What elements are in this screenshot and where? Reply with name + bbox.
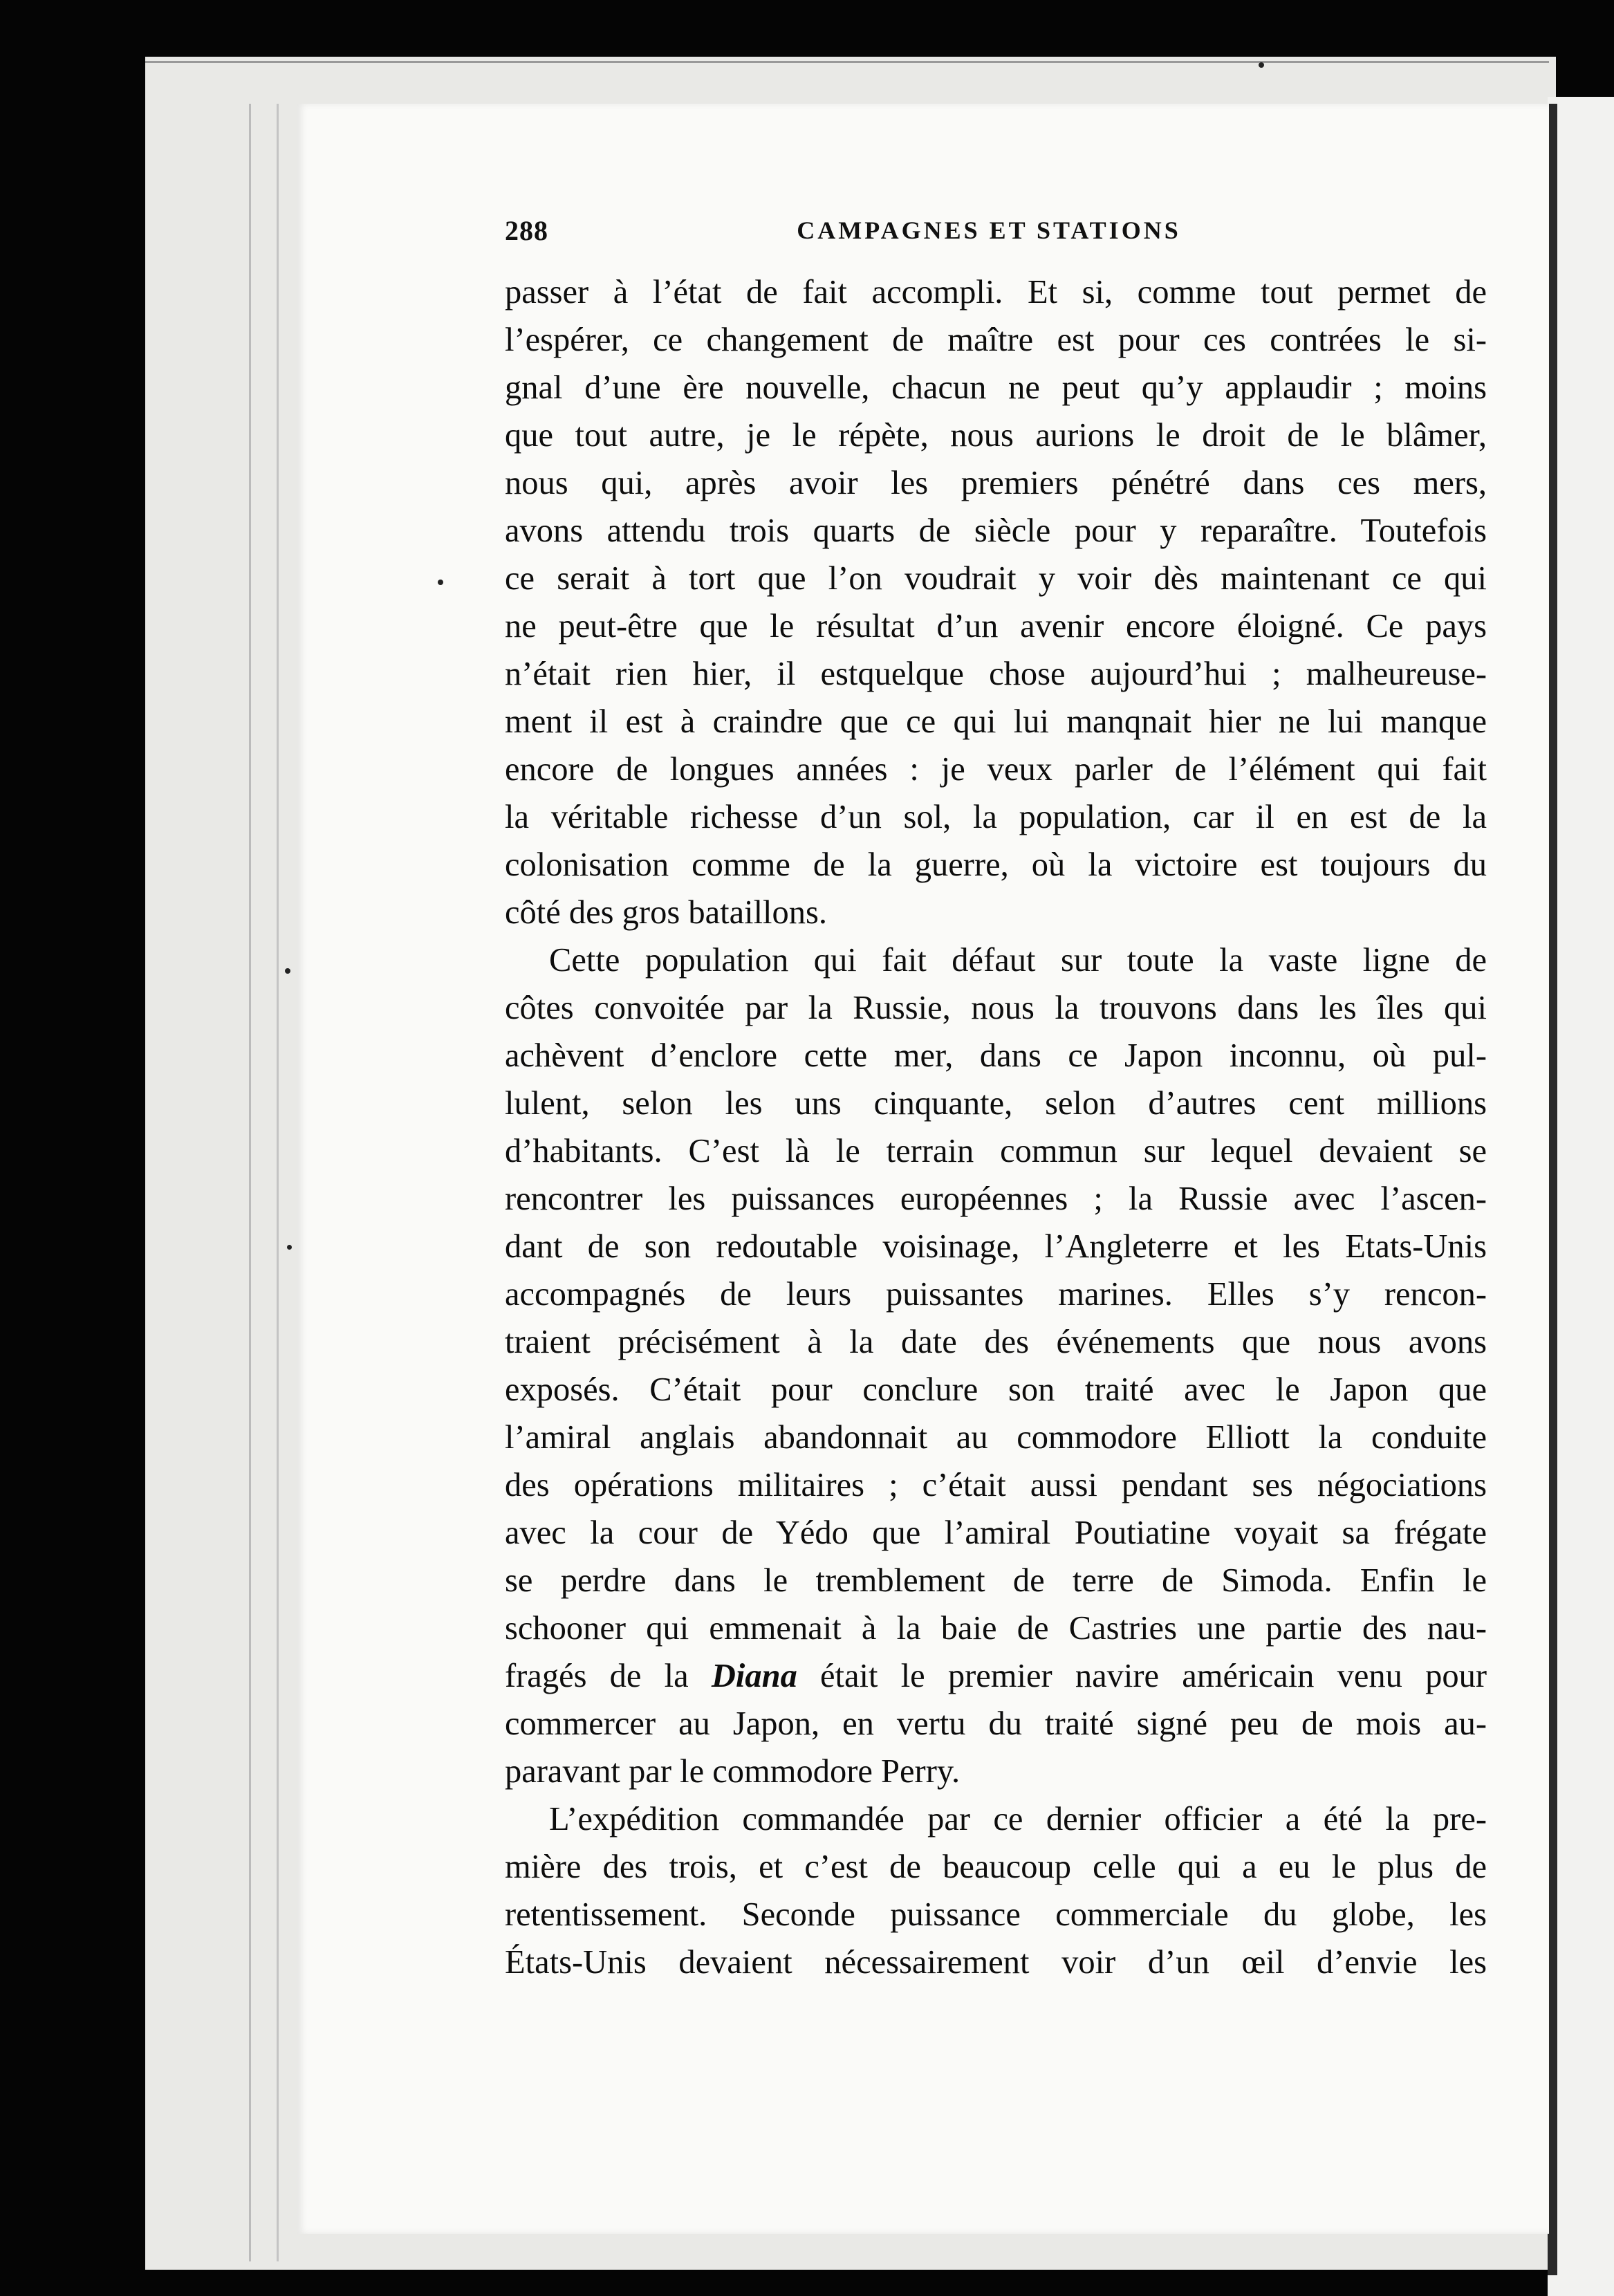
- text-line: avons attendu trois quarts de siècle pour y reparaître. Toutefois: [505, 512, 1487, 549]
- text-line: achèvent d’enclore cette mer, dans ce Japon inconnu, où pul-: [505, 1037, 1487, 1074]
- running-head: CAMPAGNES ET STATIONS: [797, 216, 1181, 244]
- text-line: exposés. C’était pour conclure son traité avec le Japon que: [505, 1371, 1487, 1408]
- text-line: retentissement. Seconde puissance commerciale du globe, les: [505, 1896, 1487, 1933]
- text-line: la véritable richesse d’un sol, la population, car il en est de la: [505, 799, 1487, 835]
- text-line: se perdre dans le tremblement de terre de Simoda. Enfin le: [505, 1562, 1487, 1599]
- dust-speck: [438, 580, 443, 585]
- text-line: paravant par le commodore Perry.: [505, 1753, 961, 1790]
- text-run: était le premier navire américain venu pour: [797, 1658, 1487, 1694]
- text-line: dant de son redoutable voisinage, l’Angleterre et les Etats-Unis: [505, 1228, 1487, 1265]
- text-line: d’habitants. C’est là le terrain commun sur lequel devaient se: [505, 1133, 1487, 1169]
- text-line: Cette population qui fait défaut sur toute la vaste ligne de: [549, 942, 1487, 979]
- text-line: côtes convoitée par la Russie, nous la trouvons dans les îles qui: [505, 990, 1487, 1026]
- book-page: [297, 104, 1549, 2234]
- text-line: côté des gros bataillons.: [505, 894, 828, 931]
- dust-speck: [287, 1245, 292, 1250]
- text-line: mière des trois, et c’est de beaucoup celle qui a eu le plus de: [505, 1849, 1487, 1885]
- text-line: ce serait à tort que l’on voudrait y voir dès maintenant ce qui: [505, 560, 1487, 597]
- text-line: avec la cour de Yédo que l’amiral Poutiatine voyait sa frégate: [505, 1515, 1487, 1551]
- text-line-italic: [505, 1652, 1487, 1700]
- text-line: commercer au Japon, en vertu du traité signé peu de mois au-: [505, 1705, 1487, 1742]
- text-line: rencontrer les puissances européennes ; la Russie avec l’ascen-: [505, 1181, 1487, 1217]
- text-line: l’espérer, ce changement de maître est pour ces contrées le si-: [505, 322, 1487, 358]
- text-run: fragés de la: [505, 1658, 712, 1694]
- text-line: encore de longues années : je veux parler de l’élément qui fait: [505, 751, 1487, 788]
- leaf-edge-left-1: [249, 104, 251, 2261]
- ship-name-italic: Diana: [711, 1658, 797, 1694]
- text-line: colonisation comme de la guerre, où la victoire est toujours du: [505, 846, 1487, 883]
- text-line: États-Unis devaient nécessairement voir d’un œil d’envie les: [505, 1944, 1487, 1981]
- dust-speck: [1259, 62, 1264, 68]
- dust-speck: [285, 968, 290, 974]
- text-line: lulent, selon les uns cinquante, selon d’autres cent millions: [505, 1085, 1487, 1122]
- body-text: [505, 268, 1487, 1986]
- text-line: l’amiral anglais abandonnait au commodore Elliott la conduite: [505, 1419, 1487, 1456]
- text-line: L’expédition commandée par ce dernier officier a été la pre-: [549, 1801, 1487, 1837]
- text-line: schooner qui emmenait à la baie de Castries une partie des nau-: [505, 1610, 1487, 1647]
- page-number: 288: [505, 215, 548, 246]
- text-line: passer à l’état de fait accompli. Et si, comme tout permet de: [505, 274, 1487, 311]
- text-line: n’était rien hier, il estquelque chose aujourd’hui ; malheureuse-: [505, 656, 1487, 692]
- page-header: [505, 214, 1487, 256]
- leaf-edge-left-2: [277, 104, 279, 2261]
- text-line: nous qui, après avoir les premiers pénétré dans ces mers,: [505, 465, 1487, 501]
- text-line: accompagnés de leurs puissantes marines. Elles s’y rencon-: [505, 1276, 1487, 1313]
- gutter-shadow: [1548, 104, 1557, 2275]
- text-line: gnal d’une ère nouvelle, chacun ne peut qu’y applaudir ; moins: [505, 369, 1487, 406]
- text-line: que tout autre, je le répète, nous aurions le droit de le blâmer,: [505, 417, 1487, 454]
- text-line: des opérations militaires ; c’était aussi pendant ses négociations: [505, 1467, 1487, 1503]
- text-line: ment il est à craindre que ce qui lui manqnait hier ne lui manque: [505, 703, 1487, 740]
- leaf-edge-top: [145, 61, 1549, 63]
- facing-page-edge: [1548, 97, 1614, 2296]
- text-line: traient précisément à la date des événements que nous avons: [505, 1324, 1487, 1360]
- text-line: ne peut-être que le résultat d’un avenir encore éloigné. Ce pays: [505, 608, 1487, 645]
